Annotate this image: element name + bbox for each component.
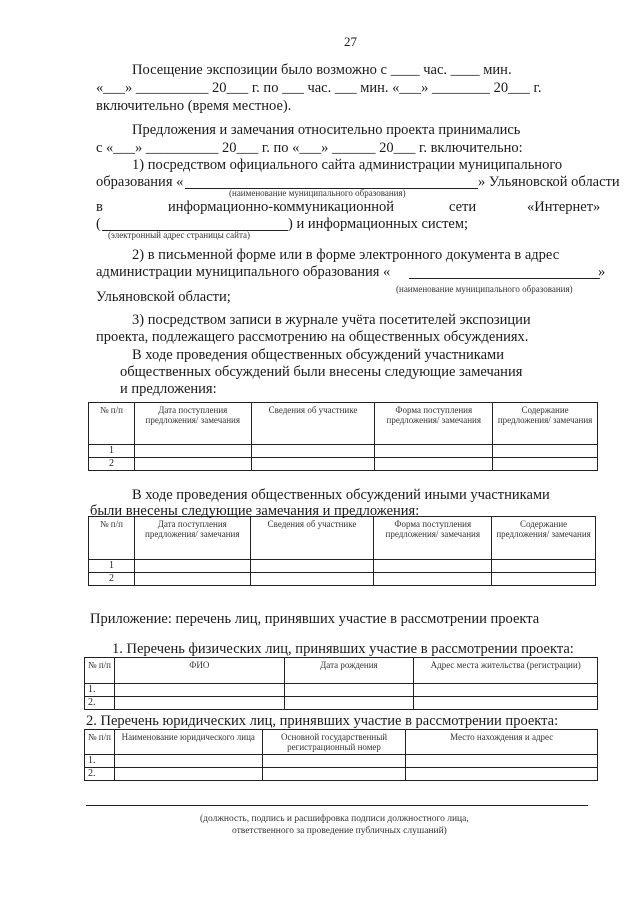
col-header-location: Место нахождения и адрес [406,730,598,755]
participants-line-3: и предложения: [120,381,217,397]
visit-line-3: включительно (время местное). [96,98,292,114]
col-header-form: Форма поступления предложения/ замечания [374,517,492,560]
proposals-line-5-word-4: «Интернет» [527,199,601,215]
proposals-line-11: проекта, подлежащего рассмотрению на общественных обсуждениях. [96,329,529,345]
col-header-number: № п/п [85,730,115,755]
row-number: 1 [89,445,135,458]
table-row [89,445,598,458]
table-row [89,458,598,471]
table-row [85,684,598,697]
col-header-number: № п/п [89,517,135,560]
col-header-entity-name: Наименование юридического лица [114,730,262,755]
table-row [89,560,596,573]
row-number: 2. [85,768,115,781]
col-header-birth-date: Дата рождения [284,658,414,684]
proposals-line-5-word-1: в [96,199,103,215]
col-header-number: № п/п [89,403,135,445]
participants-remarks-table [88,402,598,471]
row-number: 1. [85,684,115,697]
row-number: 2 [89,458,135,471]
table-header-row [85,730,598,755]
proposals-line-6-end: ) и информационных систем; [288,216,469,232]
proposals-line-5-word-3: сети [449,199,477,215]
legal-entities-table [84,729,598,781]
table-header-row [89,403,598,445]
table-row [85,755,598,768]
proposals-line-5-word-2: информационно-коммуникационной [168,199,395,215]
proposals-line-8-end: » [598,264,606,280]
row-number: 2. [85,697,115,710]
table-row [89,573,596,586]
proposals-line-8-start: администрации муниципального образования « [96,264,391,280]
visit-line-1: Посещение экспозиции было возможно с ____ час. ____ мин. [132,62,512,78]
individuals-table [84,657,598,710]
other-participants-remarks-table [88,516,596,586]
proposals-line-10: 3) посредством записи в журнале учёта посетителей экспозиции [132,312,531,328]
proposals-line-4-end: » Ульяновской области [478,174,620,190]
signature-line [86,805,588,806]
proposals-line-9: Ульяновской области; [96,289,231,305]
row-number: 1. [85,755,115,768]
proposals-line-2: с «___» __________ 20___ г. по «___» ______ 20___ г. включительно: [96,140,523,156]
col-header-content: Содержание предложения/ замечания [493,403,598,445]
col-header-address: Адрес места жительства (регистрации) [414,658,598,684]
proposals-line-4-start: образования « [96,174,184,190]
caption-municipality-name: (наименование муниципального образования) [229,188,406,198]
appendix-title: Приложение: перечень лиц, принявших участие в рассмотрении проекта [90,611,540,627]
col-header-participant: Сведения об участнике [251,403,375,445]
page-number: 27 [344,34,357,49]
col-header-date: Дата поступления предложения/ замечания [134,403,251,445]
row-number: 2 [89,573,135,586]
table-row [85,768,598,781]
others-line-1: В ходе проведения общественных обсуждений иными участниками [132,487,550,503]
signature-caption-line-1: (должность, подпись и расшифровка подписи должностного лица, [200,814,469,824]
col-header-content: Содержание предложения/ замечания [492,517,596,560]
proposals-line-1: Предложения и замечания относительно проекта принимались [132,122,521,138]
table-header-row [89,517,596,560]
proposals-line-3: 1) посредством официального сайта администрации муниципального [132,157,563,173]
caption-site-address: (электронный адрес страницы сайта) [108,230,250,240]
col-header-form: Форма поступления предложения/ замечания [375,403,493,445]
participants-line-2: общественных обсуждений были внесены следующие замечания [120,364,523,380]
col-header-full-name: ФИО [114,658,284,684]
proposals-line-7: 2) в письменной форме или в форме электронного документа в адрес [132,247,560,263]
proposals-line-6-paren: ( [96,216,101,232]
table-row [85,697,598,710]
table-header-row [85,658,598,684]
signature-caption-line-2: ответственного за проведение публичных слушаний) [232,826,447,836]
col-header-date: Дата поступления предложения/ замечания [134,517,250,560]
administration-blank-line [409,278,600,279]
caption-administration-name: (наименование муниципального образования) [396,284,573,294]
col-header-registration-number: Основной государственный регистрационный номер [262,730,406,755]
visit-line-2: «___» __________ 20___ г. по ___ час. ___ мин. «___» ________ 20___ г. [96,80,542,96]
individuals-list-title: 1. Перечень физических лиц, принявших участие в рассмотрении проекта: [112,641,574,657]
col-header-participant: Сведения об участнике [250,517,374,560]
others-line-2: были внесены следующие замечания и предложения: [90,503,420,519]
legal-entities-list-title: 2. Перечень юридических лиц, принявших участие в рассмотрении проекта: [86,713,559,729]
row-number: 1 [89,560,135,573]
participants-line-1: В ходе проведения общественных обсуждений участниками [132,347,504,363]
col-header-number: № п/п [85,658,115,684]
